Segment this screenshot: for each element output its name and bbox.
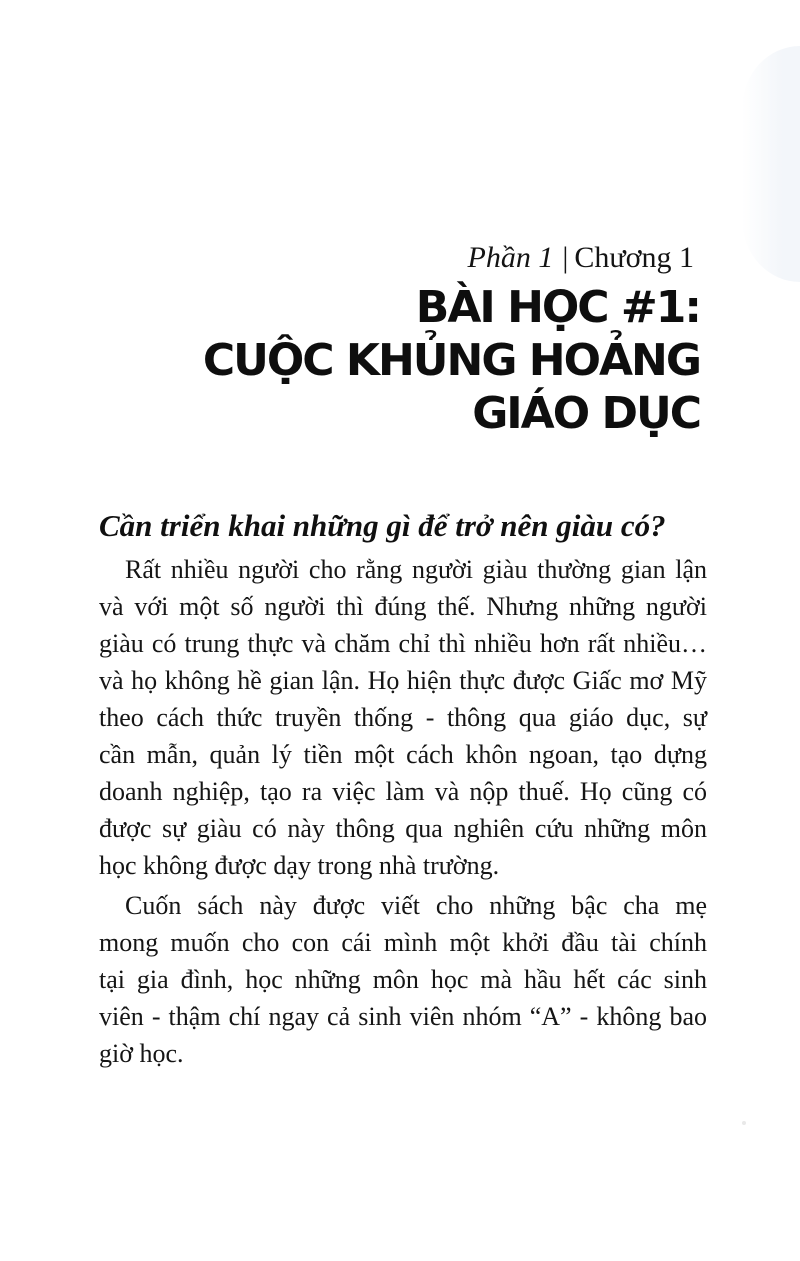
lesson-title bbox=[59, 281, 707, 440]
chapter-header bbox=[99, 240, 707, 276]
text-line: cần mẫn, quản lý tiền một cách khôn ngoan, tạo dựng bbox=[99, 740, 707, 769]
body-text bbox=[99, 551, 707, 1075]
text-line: viên - thậm chí ngay cả sinh viên nhóm “A” - không bao bbox=[99, 1002, 707, 1031]
text-line: mong muốn cho con cái mình một khởi đầu tài chính bbox=[99, 928, 707, 957]
text-line: và với một số người thì đúng thế. Nhưng những người bbox=[99, 592, 707, 621]
header-separator: | bbox=[562, 241, 569, 274]
text-line: doanh nghiệp, tạo ra việc làm và nộp thuế. Họ cũng có bbox=[99, 777, 707, 806]
text-line: Cuốn sách này được viết cho những bậc cha mẹ bbox=[125, 891, 707, 920]
paragraph-1 bbox=[99, 551, 707, 884]
text-line: tại gia đình, học những môn học mà hầu hết các sinh bbox=[99, 965, 707, 994]
text-line: giàu có trung thực và chăm chỉ thì nhiều hơn rất nhiều… bbox=[99, 629, 707, 658]
scan-speck bbox=[742, 1121, 746, 1125]
part-label: Phần 1 bbox=[467, 241, 554, 274]
paragraph-2 bbox=[99, 887, 707, 1072]
text-line: Rất nhiều người cho rằng người giàu thường gian lận bbox=[125, 555, 707, 584]
lesson-title-line-3: GIÁO DỤC bbox=[472, 388, 700, 439]
text-line: theo cách thức truyền thống - thông qua giáo dục, sự bbox=[99, 703, 707, 732]
page-curl-shadow bbox=[742, 46, 800, 282]
lesson-title-line-2: CUỘC KHỦNG HOẢNG bbox=[202, 335, 700, 386]
text-line: và họ không hề gian lận. Họ hiện thực được Giấc mơ Mỹ bbox=[99, 666, 707, 695]
page-content bbox=[99, 0, 707, 1261]
text-line: học không được dạy trong nhà trường. bbox=[99, 851, 500, 880]
text-line: giờ học. bbox=[99, 1039, 184, 1068]
lesson-title-line-1: BÀI HỌC #1: bbox=[415, 282, 700, 333]
section-heading: Cần triển khai những gì để trở nên giàu có? bbox=[99, 508, 666, 543]
chapter-label: Chương 1 bbox=[574, 241, 694, 274]
text-line: được sự giàu có này thông qua nghiên cứu những môn bbox=[99, 814, 707, 843]
